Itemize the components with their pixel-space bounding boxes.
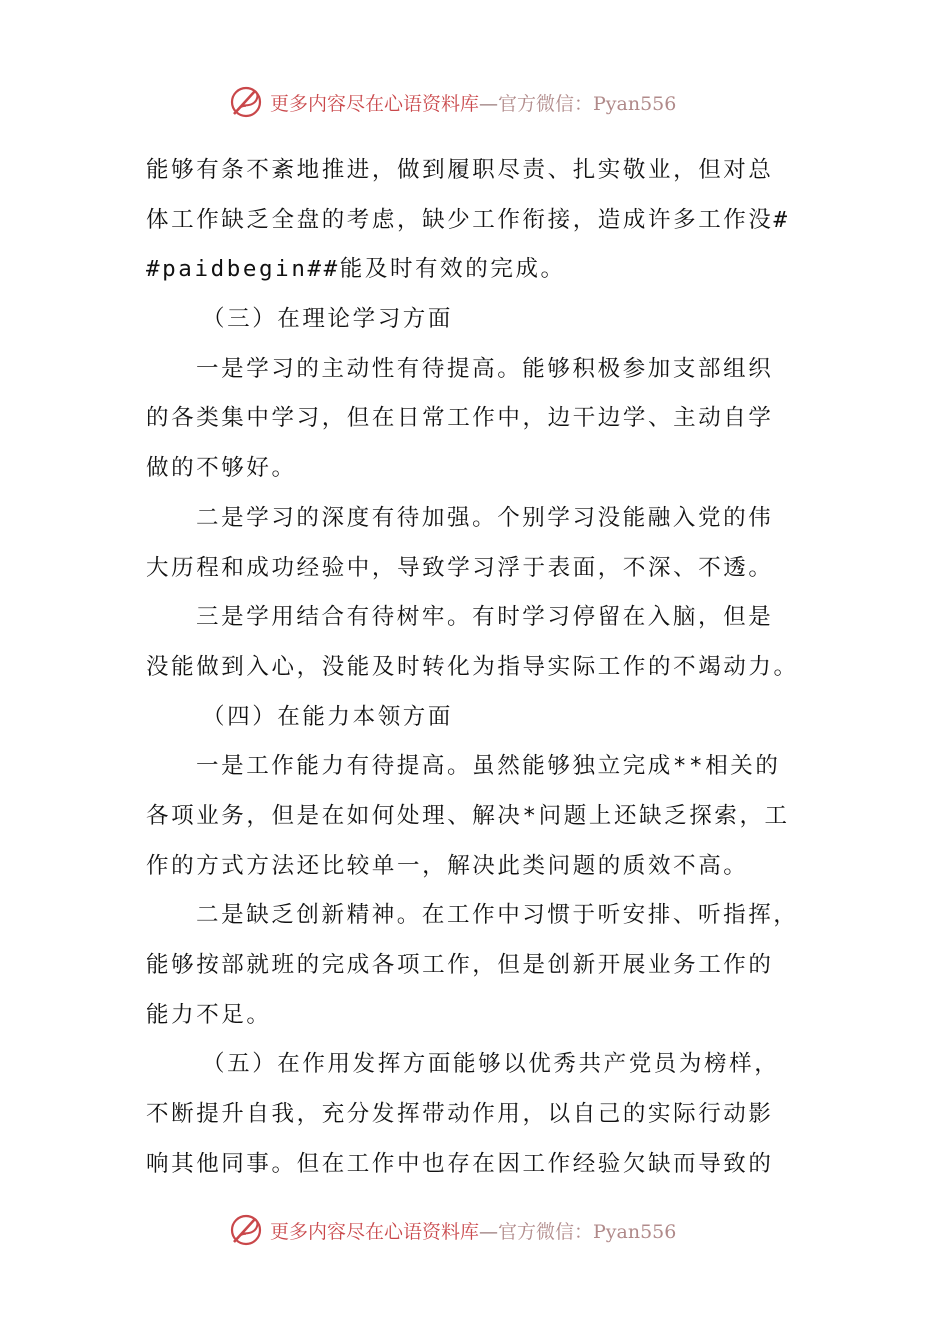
paragraph-start: 一是学习的主动性有待提高。能够积极参加支部组织 [196, 355, 774, 382]
paragraph-start: 二是缺乏创新精神。在工作中习惯于听安排、听指挥， [196, 902, 799, 929]
text-line: 各项业务，但是在如何处理、解决*问题上还缺乏探索，工 [146, 802, 790, 829]
quill-logo-icon [228, 84, 264, 120]
footer-watermark [228, 1210, 676, 1250]
text-line: #paidbegin##能及时有效的完成。 [146, 256, 566, 283]
text-line: 大历程和成功经验中，导致学习浮于表面，不深、不透。 [146, 554, 774, 581]
paragraph-start: 一是工作能力有待提高。虽然能够独立完成**相关的 [196, 753, 781, 780]
text-line: 做的不够好。 [146, 455, 297, 482]
text-line: 没能做到入心，没能及时转化为指导实际工作的不竭动力。 [146, 653, 799, 680]
watermark-text: 更多内容尽在心语资料库—官方微信：Pyan556 [270, 1220, 677, 1243]
watermark-text: 更多内容尽在心语资料库—官方微信：Pyan556 [270, 92, 677, 115]
text-line: 不断提升自我，充分发挥带动作用，以自己的实际行动影 [146, 1101, 774, 1128]
text-line: 能力不足。 [146, 1001, 272, 1028]
section-heading: （三）在理论学习方面 [202, 306, 454, 333]
paragraph-start: 三是学用结合有待树牢。有时学习停留在入脑，但是 [196, 604, 774, 631]
document-body [146, 146, 814, 1189]
header-watermark [228, 82, 676, 122]
text-line: 体工作缺乏全盘的考虑，缺少工作衔接，造成许多工作没# [146, 206, 790, 233]
paragraph-start: 二是学习的深度有待加强。个别学习没能融入党的伟 [196, 504, 774, 531]
text-line: 作的方式方法还比较单一，解决此类问题的质效不高。 [146, 852, 749, 879]
text-line: 的各类集中学习，但在日常工作中，边干边学、主动自学 [146, 405, 774, 432]
section-heading: （五）在作用发挥方面能够以优秀共产党员为榜样， [202, 1051, 780, 1078]
text-line: 能够有条不紊地推进，做到履职尽责、扎实敬业，但对总 [146, 157, 774, 183]
text-line: 响其他同事。但在工作中也存在因工作经验欠缺而导致的 [146, 1150, 774, 1177]
text-line: 能够按部就班的完成各项工作，但是创新开展业务工作的 [146, 952, 774, 978]
section-heading: （四）在能力本领方面 [202, 703, 454, 730]
quill-logo-icon [228, 1212, 264, 1248]
